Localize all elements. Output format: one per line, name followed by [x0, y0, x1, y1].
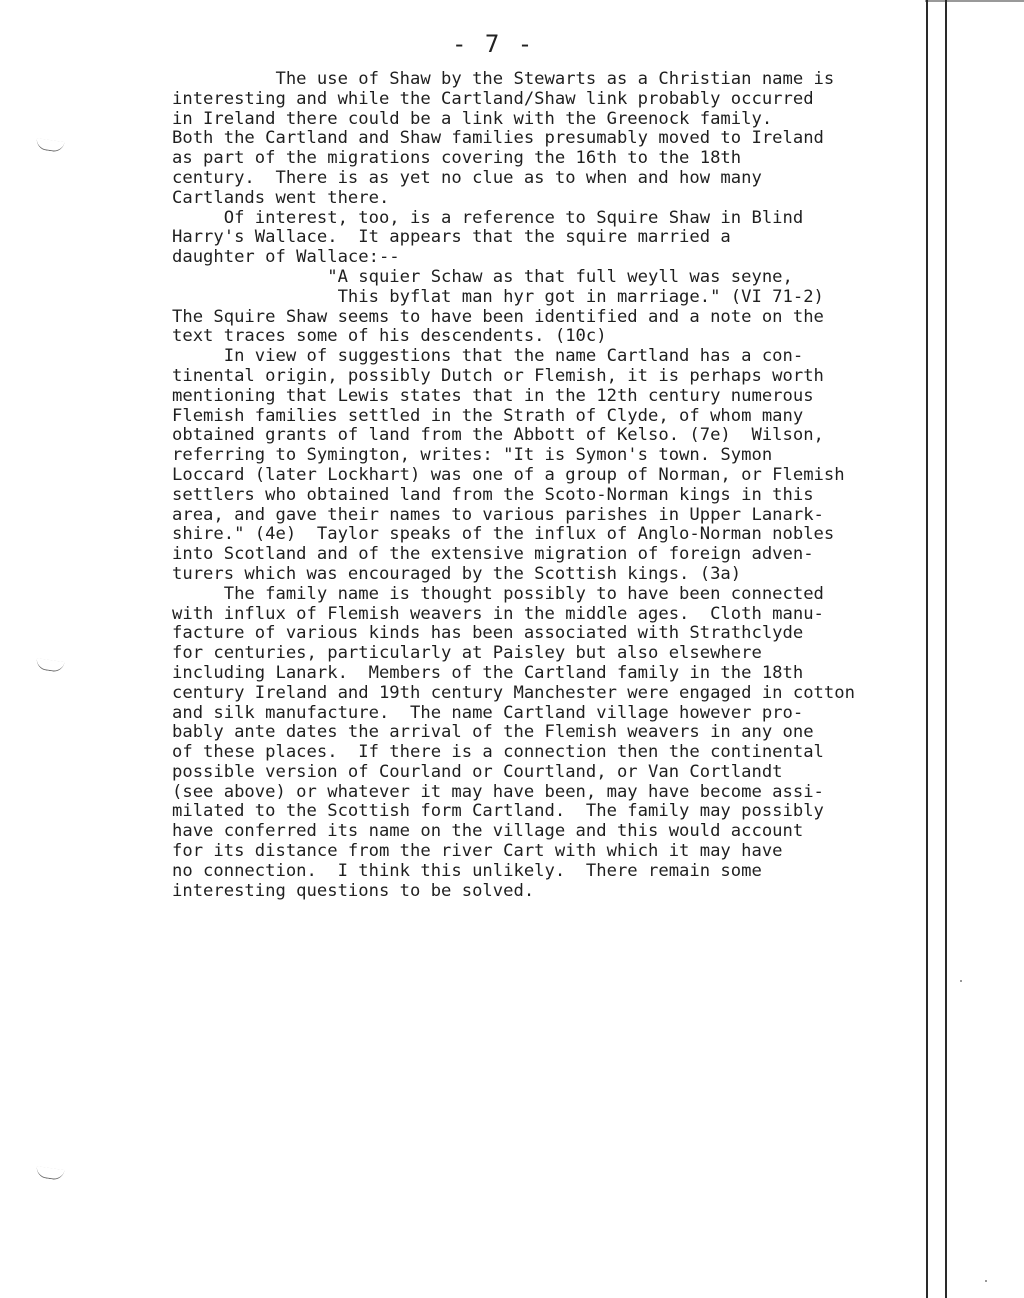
text-line: facture of various kinds has been associated with Strathclyde — [172, 623, 804, 644]
text-line: turers which was encouraged by the Scottish kings. (3a) — [172, 563, 742, 584]
text-line: with influx of Flemish weavers in the middle ages. Cloth manu- — [172, 603, 824, 624]
text-line: century Ireland and 19th century Manchester were engaged in cotton — [172, 682, 855, 703]
text-line: The use of Shaw by the Stewarts as a Christian name is — [172, 69, 835, 89]
text-line: tinental origin, possibly Dutch or Flemish, it is perhaps worth — [172, 365, 824, 386]
quote-line: "A squier Schaw as that full weyll was seyne, — [172, 266, 793, 287]
page-top-edge — [925, 0, 1024, 2]
text-line: Flemish families settled in the Strath of Clyde, of whom many — [172, 405, 804, 426]
text-line: Both the Cartland and Shaw families presumably moved to Ireland — [172, 128, 824, 149]
text-line: interesting questions to be solved. — [172, 880, 535, 901]
body-text — [172, 70, 1012, 901]
text-line: in Ireland there could be a link with the Greenock family. — [172, 108, 773, 129]
text-line: area, and gave their names to various parishes in Upper Lanark- — [172, 504, 824, 525]
text-line: possible version of Courland or Courtland, or Van Cortlandt — [172, 761, 783, 782]
text-line: into Scotland and of the extensive migration of foreign adven- — [172, 544, 814, 565]
text-line: Loccard (later Lockhart) was one of a group of Norman, or Flemish — [172, 464, 845, 485]
text-line: as part of the migrations covering the 16th to the 18th — [172, 148, 742, 169]
hole-punch-mark — [35, 138, 64, 153]
text-line: for its distance from the river Cart with which it may have — [172, 841, 783, 862]
text-line: referring to Symington, writes: "It is Symon's town. Symon — [172, 445, 773, 466]
text-line: including Lanark. Members of the Cartland family in the 18th — [172, 662, 804, 683]
text-line: shire." (4e) Taylor speaks of the influx of Anglo-Norman nobles — [172, 524, 835, 545]
text-line: of these places. If there is a connection then the continental — [172, 742, 824, 763]
text-line: settlers who obtained land from the Scoto-Norman kings in this — [172, 484, 814, 505]
text-line: have conferred its name on the village and this would account — [172, 821, 804, 842]
text-line: In view of suggestions that the name Cartland has a con- — [172, 346, 804, 367]
text-line: milated to the Scottish form Cartland. The family may possibly — [172, 801, 824, 822]
text-line: The family name is thought possibly to have been connected — [172, 583, 824, 604]
text-line: no connection. I think this unlikely. There remain some — [172, 860, 762, 881]
quote-line: This byflat man hyr got in marriage." (VI 71-2) — [172, 286, 824, 307]
page-number: - 7 - — [452, 30, 535, 58]
text-line: interesting and while the Cartland/Shaw link probably occurred — [172, 88, 814, 109]
hole-punch-mark — [35, 1166, 64, 1181]
text-line: obtained grants of land from the Abbott of Kelso. (7e) Wilson, — [172, 425, 824, 446]
scan-speck — [960, 980, 962, 982]
text-line: text traces some of his descendents. (10c) — [172, 326, 607, 347]
scan-speck — [985, 1280, 987, 1282]
text-line: and silk manufacture. The name Cartland village however pro- — [172, 702, 804, 723]
hole-punch-mark — [35, 658, 64, 673]
text-line: mentioning that Lewis states that in the 12th century numerous — [172, 385, 814, 406]
text-line: century. There is as yet no clue as to when and how many — [172, 167, 762, 188]
text-line: for centuries, particularly at Paisley but also elsewhere — [172, 643, 762, 664]
text-line: Of interest, too, is a reference to Squire Shaw in Blind — [172, 207, 804, 228]
text-line: (see above) or whatever it may have been, may have become assi- — [172, 781, 824, 802]
text-line: bably ante dates the arrival of the Flemish weavers in any one — [172, 722, 814, 743]
text-line: The Squire Shaw seems to have been identified and a note on the — [172, 306, 824, 327]
text-line: Cartlands went there. — [172, 187, 390, 208]
text-line: Harry's Wallace. It appears that the squire married a — [172, 227, 731, 248]
text-line: daughter of Wallace:-- — [172, 247, 400, 268]
